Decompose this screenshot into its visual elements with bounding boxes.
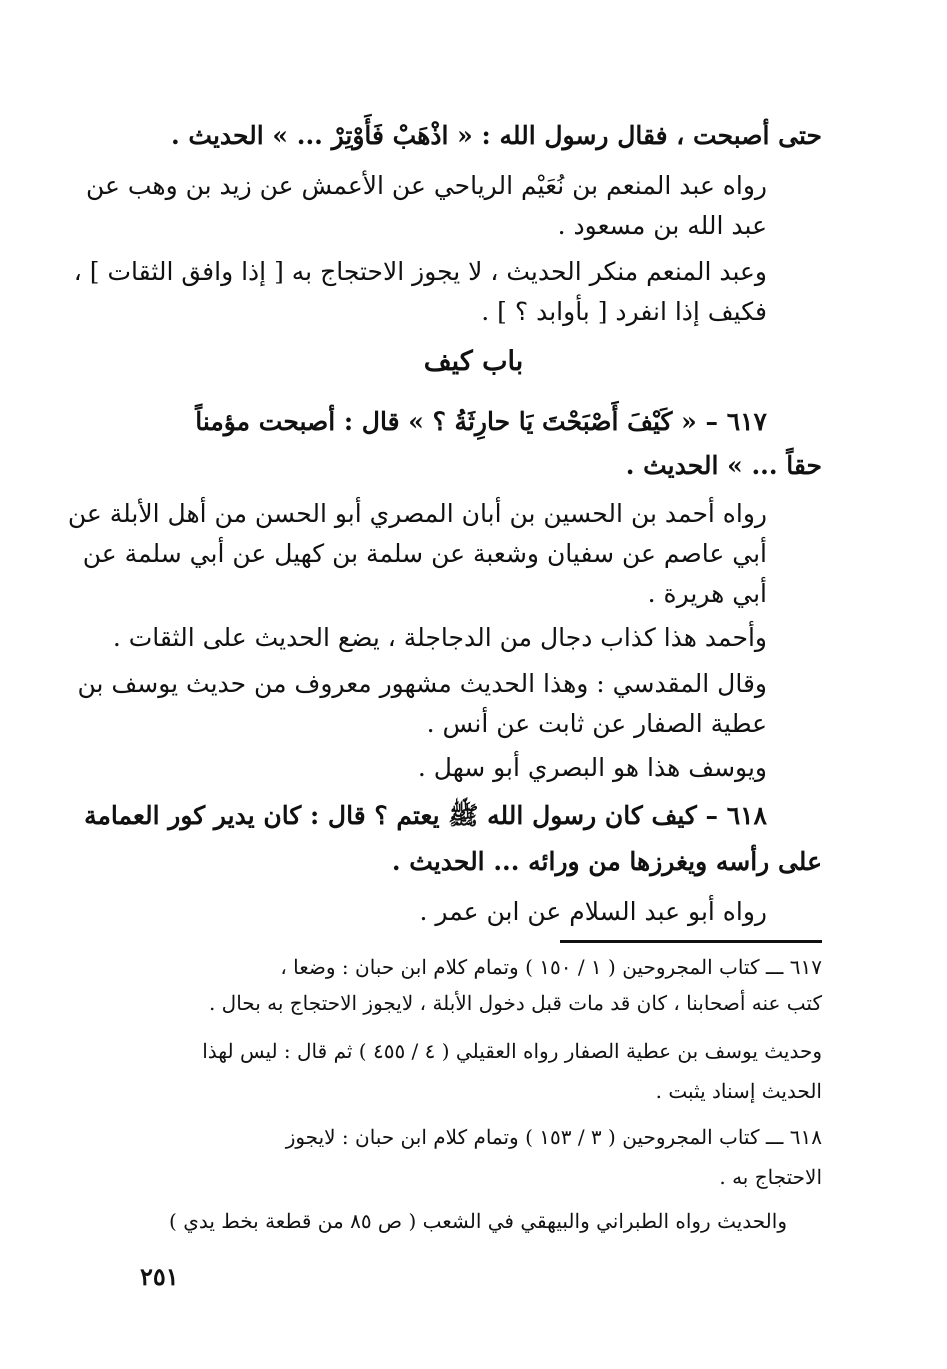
entry-title-line: حقاً ... » الحديث . bbox=[625, 451, 822, 480]
text-line: عبد الله بن مسعود . bbox=[557, 211, 767, 240]
text-line: ويوسف هذا هو البصري أبو سهل . bbox=[417, 753, 767, 782]
entry-title-line: ٦١٧ – « كَيْفَ أَصْبَحْتَ يَا حارِثَةُ ؟ » قال : أصبحت مؤمناً bbox=[195, 407, 767, 436]
text-line: فكيف إذا انفرد [ بأوابد ؟ ] . bbox=[481, 297, 767, 326]
page-number: ٢٥١ bbox=[140, 1262, 179, 1291]
footnote-line: الحديث إسناد يثبت . bbox=[655, 1079, 822, 1103]
entry-title-line: ٦١٨ – كيف كان رسول الله ﷺ يعتم ؟ قال : كان يدير كور العمامة bbox=[84, 801, 767, 830]
entry-title-line: على رأسه ويغرزها من ورائه ... الحديث . bbox=[391, 847, 822, 876]
footnote-separator bbox=[560, 940, 822, 943]
section-heading: باب كيف bbox=[423, 346, 524, 377]
footnote-line: والحديث رواه الطبراني والبيهقي في الشعب ( ص ٨٥ من قطعة بخط يدي ) bbox=[169, 1209, 787, 1233]
text-line: عطية الصفار عن ثابت عن أنس . bbox=[426, 709, 767, 738]
footnote-line: وحديث يوسف بن عطية الصفار رواه العقيلي ( ٤ / ٤٥٥ ) ثم قال : ليس لهذا bbox=[202, 1039, 822, 1063]
text-line: وعبد المنعم منكر الحديث ، لا يجوز الاحتجاج به [ إذا وافق الثقات ] ، bbox=[73, 257, 767, 286]
footnote-line: ٦١٧ ـــ كتاب المجروحين ( ١ / ١٥٠ ) وتمام كلام ابن حبان : وضعا ، bbox=[280, 955, 822, 979]
footnote-line: كتب عنه أصحابنا ، كان قد مات قبل دخول الأبلة ، لايجوز الاحتجاج به بحال . bbox=[208, 991, 822, 1015]
text-line: رواه أبو عبد السلام عن ابن عمر . bbox=[419, 897, 767, 926]
footnote-line: ٦١٨ ـــ كتاب المجروحين ( ٣ / ١٥٣ ) وتمام كلام ابن حبان : لايجوز bbox=[285, 1125, 822, 1149]
footnote-line: الاحتجاج به . bbox=[719, 1165, 822, 1189]
text-line: حتى أصبحت ، فقال رسول الله : « اذْهَبْ فَأَوْتِرْ ... » الحديث . bbox=[170, 121, 822, 150]
text-line: أبي عاصم عن سفيان وشعبة عن سلمة بن كهيل عن أبي سلمة عن bbox=[82, 539, 767, 568]
text-line: رواه عبد المنعم بن نُعَيْم الرياحي عن الأعمش عن زيد بن وهب عن bbox=[85, 171, 767, 200]
text-line: وقال المقدسي : وهذا الحديث مشهور معروف من حديث يوسف بن bbox=[77, 669, 767, 698]
text-line: وأحمد هذا كذاب دجال من الدجاجلة ، يضع الحديث على الثقات . bbox=[112, 623, 767, 652]
text-line: رواه أحمد بن الحسين بن أبان المصري أبو الحسن من أهل الأبلة عن bbox=[67, 499, 767, 528]
text-line: أبي هريرة . bbox=[647, 579, 767, 608]
